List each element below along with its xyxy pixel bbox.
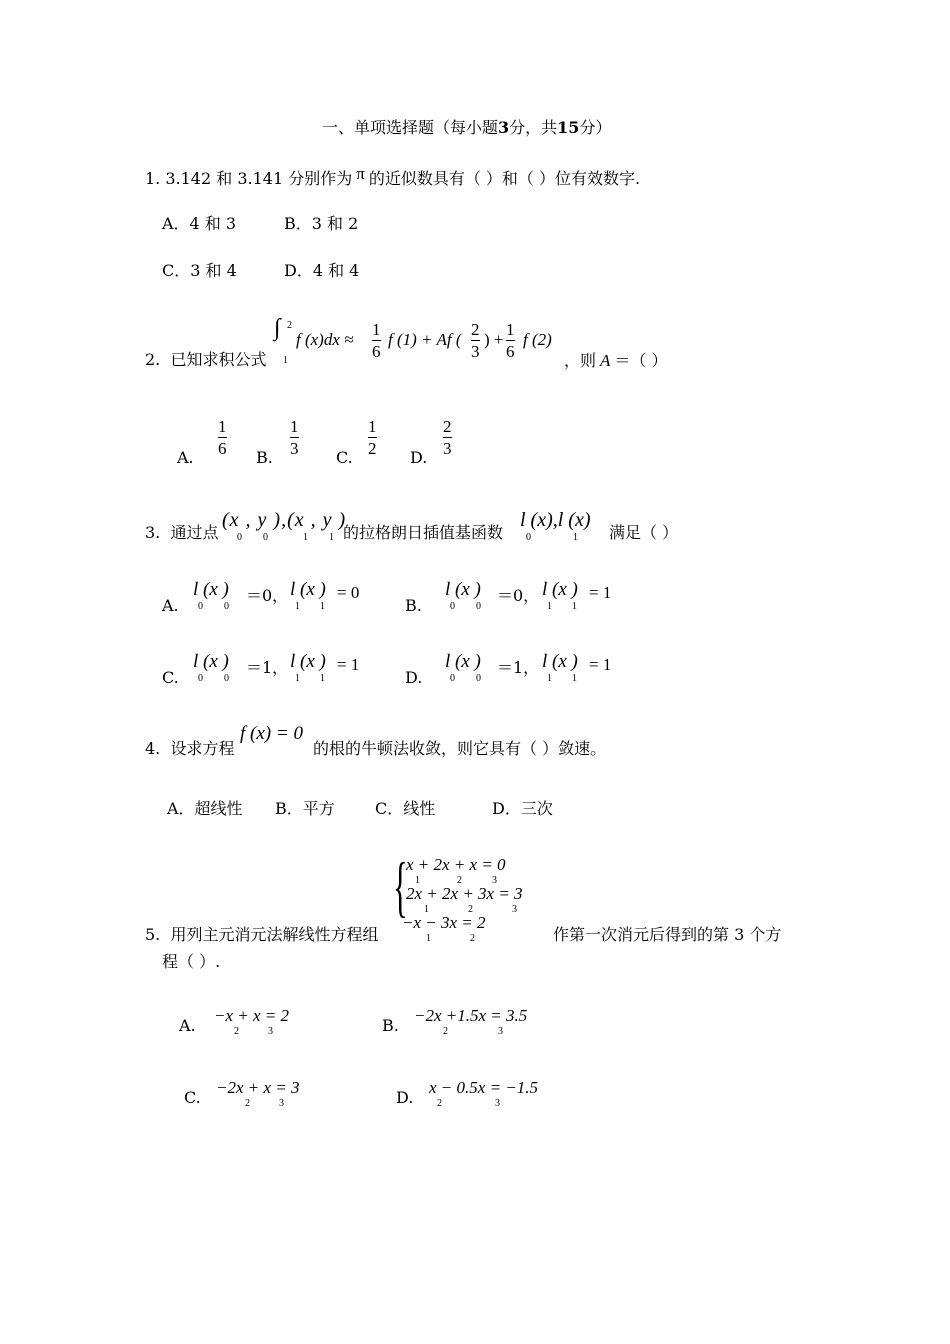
q3-option-b-label: B. [405, 596, 422, 615]
q5-brace: { [393, 848, 408, 924]
q5-option-b-label: B. [382, 1016, 399, 1035]
q4-stem-pre: 4. 设求方程 [145, 739, 235, 758]
q5-option-a-eq: −x + x = 2 [214, 1006, 290, 1025]
q5-s1a: 1 [415, 875, 420, 886]
section-title: 一、单项选择题（每小题3分，共15分） [322, 118, 612, 137]
q1-option-a: A．4 和 3 [162, 214, 237, 233]
q5-s1c: 3 [492, 875, 497, 886]
q5-option-d-eq: x − 0.5x = −1.5 [429, 1078, 539, 1097]
q3-sub-1b: 1 [329, 532, 334, 543]
formula-f2: ) + [484, 330, 504, 349]
q5-s3b: 2 [470, 933, 475, 944]
q4-option-d: D．三次 [492, 799, 553, 818]
q3-option-b-left: l (x ) [445, 579, 481, 600]
q5a-sub1: 2 [234, 1026, 239, 1037]
q3-stem-post: 满足（ ） [609, 523, 679, 542]
q3-stem-mid: 的拉格朗日插值基函数 [343, 523, 504, 542]
q3-option-b-right: l (x ) [542, 579, 578, 600]
q2-tail: ，则 A ＝（ ） [564, 351, 668, 370]
q3-stem-pre: 3. 通过点 [145, 523, 219, 542]
q4-stem-post: 的根的牛顿法收敛，则它具有（ ）敛速。 [313, 739, 607, 758]
q3-bases: l (x),l (x) [520, 509, 591, 531]
q3b-sub3: 1 [547, 601, 552, 612]
q3-sub-0b: 0 [263, 532, 268, 543]
q2-option-a-label: A. [177, 448, 194, 467]
q3-option-a-left-val: ＝0， [246, 586, 289, 605]
q5-option-b-eq: −2x +1.5x = 3.5 [414, 1006, 528, 1025]
q3-option-a-left: l (x ) [193, 579, 229, 600]
q1-option-b: B．3 和 2 [284, 214, 359, 233]
q5-option-d-label: D. [396, 1088, 414, 1107]
q2-option-a-frac: 1 6 [218, 417, 227, 458]
q3-sub-0a: 0 [237, 532, 242, 543]
q5-option-a-label: A. [179, 1016, 196, 1035]
formula-f1: f (1) + Af ( [388, 330, 462, 349]
q3b-sub4: 1 [572, 601, 577, 612]
q2-option-d-frac: 2 3 [443, 417, 452, 458]
integral-upper: 2 [287, 320, 292, 331]
q5-s2a: 1 [424, 904, 429, 915]
q4-option-a: A．超线性 [167, 799, 243, 818]
q3-sub-1a: 1 [303, 532, 308, 543]
q3-option-c-right-val: = 1 [337, 655, 360, 674]
q5c-sub1: 2 [245, 1098, 250, 1109]
formula-frac-b: 2 3 [471, 320, 480, 361]
q1-option-c: C．3 和 4 [162, 261, 237, 280]
q3-option-d-right-val: = 1 [589, 655, 612, 674]
q2-option-b-frac: 1 3 [290, 417, 299, 458]
q3-option-c-left-val: ＝1， [246, 658, 289, 677]
q3c-sub4: 1 [320, 673, 325, 684]
q5-s3a: 1 [426, 933, 431, 944]
q2-option-b-label: B. [256, 448, 273, 467]
q5-option-c-eq: −2x + x = 3 [216, 1078, 300, 1097]
q2-option-c-frac: 1 2 [368, 417, 377, 458]
q3b-sub1: 0 [450, 601, 455, 612]
q3-option-d-right: l (x ) [542, 651, 578, 672]
q5d-sub2: 3 [495, 1098, 500, 1109]
q3d-sub4: 1 [572, 673, 577, 684]
q5-stem-pre: 5. 用列主元消元法解线性方程组 [145, 925, 379, 944]
q3-option-c-label: C. [162, 668, 179, 687]
q3c-sub3: 1 [295, 673, 300, 684]
formula-frac-a: 1 6 [372, 320, 381, 361]
q4-option-b: B．平方 [275, 799, 335, 818]
q3-option-d-label: D. [405, 668, 423, 687]
q2-option-d-label: D. [410, 448, 428, 467]
q3a-sub3: 1 [295, 601, 300, 612]
q2-option-c-label: C. [336, 448, 353, 467]
q3-option-a-right: l (x ) [290, 579, 326, 600]
q5b-sub1: 2 [443, 1026, 448, 1037]
q3c-sub2: 0 [224, 673, 229, 684]
q3-option-c-left: l (x ) [193, 651, 229, 672]
formula-f3: f (2) [523, 330, 552, 349]
q3-base-sub-0: 0 [526, 532, 531, 543]
q3a-sub1: 0 [198, 601, 203, 612]
q3d-sub3: 1 [547, 673, 552, 684]
q1-stem: 1. 3.142 和 3.141 分别作为 π 的近似数具有（ ）和（ ）位有效数字. [145, 164, 641, 188]
q3b-sub2: 0 [476, 601, 481, 612]
integral-sign: ∫ [274, 315, 281, 341]
q5-s1b: 2 [457, 875, 462, 886]
q3-option-d-left: l (x ) [445, 651, 481, 672]
q3d-sub2: 0 [476, 673, 481, 684]
q5-s2c: 3 [512, 904, 517, 915]
q5-system-row-2: 2x + 2x + 3x = 3 [406, 884, 523, 903]
q5-system-row-1: x + 2x + x = 0 [406, 855, 506, 874]
q3a-sub4: 1 [320, 601, 325, 612]
q5-stem-post: 作第一次消元后得到的第 3 个方 [553, 925, 782, 944]
q4-option-c: C．线性 [375, 799, 436, 818]
formula-frac-c: 1 6 [506, 320, 515, 361]
q3c-sub1: 0 [198, 673, 203, 684]
q4-equation: f (x) = 0 [240, 723, 303, 744]
integral-lower: 1 [283, 355, 288, 366]
q5-s2b: 2 [468, 904, 473, 915]
q3-option-c-right: l (x ) [290, 651, 326, 672]
q3-option-a-right-val: = 0 [337, 583, 360, 602]
q3-option-a-label: A. [162, 596, 179, 615]
q3d-sub1: 0 [450, 673, 455, 684]
q3-base-sub-1: 1 [573, 532, 578, 543]
q3-option-b-left-val: ＝0， [497, 586, 540, 605]
q5b-sub2: 3 [498, 1026, 503, 1037]
q2-stem: 2. 已知求积公式 [145, 350, 267, 369]
q5-option-c-label: C. [184, 1088, 201, 1107]
q5-system-row-3: −x − 3x = 2 [402, 913, 486, 932]
q3-option-b-right-val: = 1 [589, 583, 612, 602]
q3a-sub2: 0 [224, 601, 229, 612]
q5c-sub2: 3 [279, 1098, 284, 1109]
q5a-sub2: 3 [268, 1026, 273, 1037]
q5d-sub1: 2 [437, 1098, 442, 1109]
formula-main: f (x)dx ≈ [296, 330, 354, 349]
q3-points: (x , y ),(x , y ) [222, 509, 347, 531]
q3-option-d-left-val: ＝1， [497, 658, 540, 677]
q1-option-d: D．4 和 4 [284, 261, 360, 280]
q5-stem-post2: 程（ ）. [162, 952, 221, 971]
